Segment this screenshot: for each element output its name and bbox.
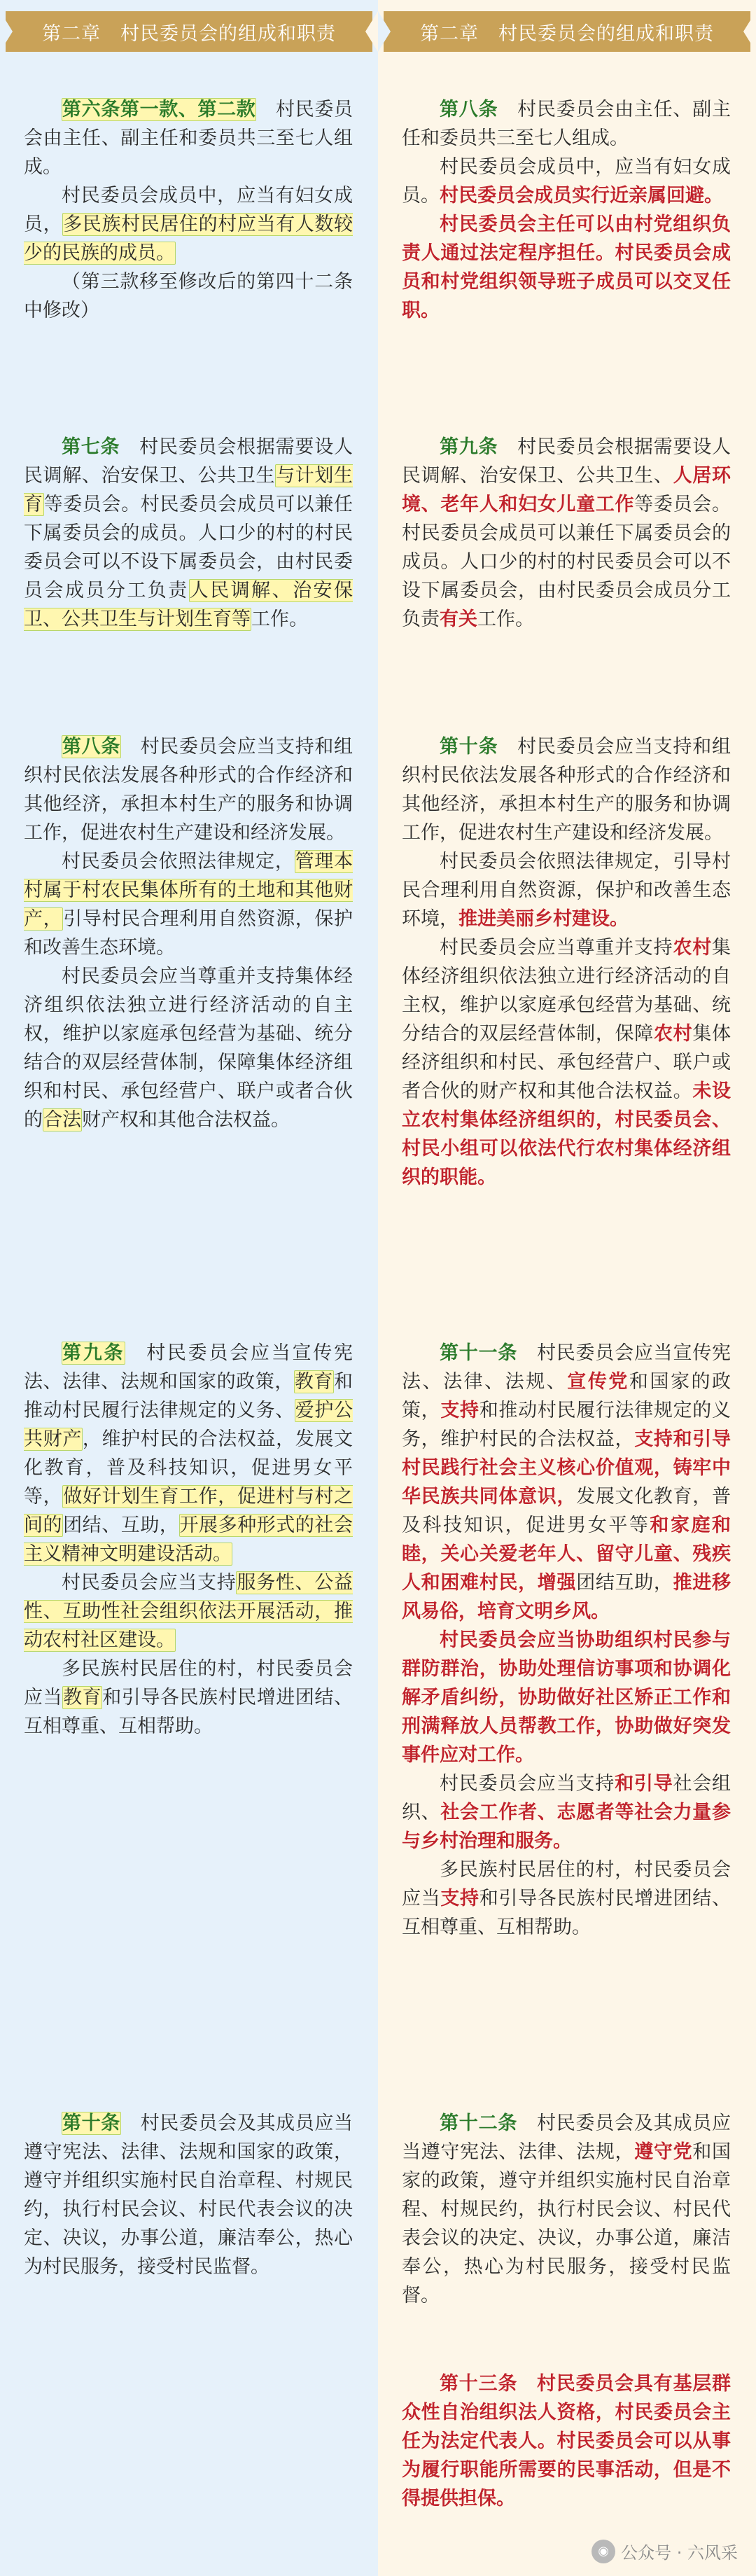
paragraph-text: 村民委员会成员中，应当有妇女成员。 [402,156,731,207]
paragraph-text: 和推动村民履行法律规定的义务，维护村民的合法权益， [402,1400,731,1450]
article-label: 第八条 [62,736,120,758]
paragraph-text: 集体经济组织和村民、承包经营户、联户或者合伙的财产权和其他合法权益。 [402,1023,731,1102]
paragraph-text: 引导村民合理利用自然资源，保护和改善生态环境。 [24,908,353,959]
paragraph-text: 村民委员会及其成员应当遵守宪法、法律、法规， [402,2112,732,2163]
paragraph-text: 村民委员会应当支持 [62,1572,237,1594]
left-article-6 [24,95,353,325]
left-article-8 [24,732,353,1134]
highlighted-text: 教育 [63,1687,102,1708]
amended-text: 支持 [440,1400,479,1421]
highlighted-text: 服务性、公益性、互助性社会组织依法开展活动，推动农村社区建设。 [24,1572,354,1651]
paragraph-text: 村民委员会依照法律规定，引导村民合理利用自然资源，保护和改善生态环境， [402,851,731,930]
right-article-13 [402,2369,731,2513]
amended-text: 村民委员会成员实行近亲属回避。 [440,185,723,207]
amended-text: 有关 [440,608,477,630]
amended-text: 和家庭和睦，关心关爱老年人、留守儿童、残疾人和困难村民，增强 [402,1515,732,1594]
paragraph-text: 集体经济组织依法独立进行经济活动的自主权，维护以家庭承包经营为基础、统分结合的双层经营体制，保障 [402,937,732,1045]
highlighted-text: 与计划生育 [24,465,353,515]
paragraph-text: 财产权和其他合法权益。 [82,1109,290,1131]
highlighted-text: 管理本村属于村农民集体所有的土地和其他财产， [24,851,354,930]
paragraph-text: 多民族村民居住的村，村民委员会应当 [402,1859,731,1909]
right-article-11 [402,1339,731,1942]
paragraph-text: 团结互助， [576,1572,673,1594]
highlighted-text: 做好计划生育工作，促进村与村之间的 [24,1486,353,1536]
right-article-10 [402,732,731,1192]
paragraph-text: 等委员会。村民委员会成员可以兼任下属委员会的成员。人口少的村的村民委员会可以不设下属委员会，由村民委员会成员分工负责 [402,494,731,630]
paragraph-text: 发展文化教育，普及科技知识，促进男女平等 [402,1486,731,1536]
article-label: 第六条第一款、第二款 [62,99,256,120]
paragraph-text: 村民委员会应当支持和组织村民依法发展各种形式的合作经济和其他经济，承担本村生产的服务和协调工作，促进农村生产建设和经济发展。 [24,736,354,844]
article-label: 第十二条 [440,2112,518,2134]
paragraph-text: 村民委员会应当支持 [440,1773,615,1795]
paragraph-text: 和推动村民履行法律规定的义务、 [24,1371,353,1421]
article-label: 第十一条 [440,1342,518,1364]
amended-text: 未设立农村集体经济组织的，村民委员会、村民小组可以依法代行农村集体经济组织的职能。 [402,1080,731,1188]
paragraph-text: 村民委员会应当宣传宪法、法律、法规、 [402,1342,732,1393]
wechat-icon: ◉ [592,2540,615,2563]
paragraph-text: 村民委员会根据需要设人民调解、治安保卫、公共卫生 [24,436,354,487]
right-chapter-banner: 第二章 村民委员会的组成和职责 [384,11,750,52]
amended-text: 宣传党 [567,1371,629,1393]
amended-text: 农村 [673,937,713,959]
paragraph-text: 村民委员会依照法律规定， [62,851,295,872]
paragraph-text: 等委员会。村民委员会成员可以兼任下属委员会的成员。人口少的村的村民委员会可以不设下属委员会，由村民委员会成员分工负责 [24,494,353,601]
paragraph-text: 社会组织、 [402,1773,732,1823]
highlighted-text: 开展多种形式的社会主义精神文明建设活动。 [24,1515,353,1565]
left-article-10 [24,2109,353,2281]
amended-text: 人居环境、老年人和妇女儿童工作 [402,465,731,515]
paragraph-text: 村民委员会应当尊重并支持集体经济组织依法独立进行经济活动的自主权，维护以家庭承包经营为基础、统分结合的双层经营体制，保障集体经济组织和村民、承包经营户、联户或者合伙的 [24,966,353,1131]
paragraph-text: 村民委员会应当宣传宪法、法律、法规和国家的政策， [24,1342,354,1393]
amended-text: 和引导 [615,1773,673,1795]
article-label: 第七条 [62,436,120,458]
amended-text: 村民委员会具有基层群众性自治组织法人资格，村民委员会主任为法定代表人。村民委员会可以从事为履行职能所需要的民事活动，但是不得提供担保。 [402,2373,732,2509]
paragraph-text: 团结、互助， [63,1515,179,1536]
paragraph-text: 村民委员会应当支持和组织村民依法发展各种形式的合作经济和其他经济，承担本村生产的服务和协调工作，促进农村生产建设和经济发展。 [402,736,732,844]
paragraph-text: 村民委员会成员中，应当有妇女成员， [24,185,353,235]
highlighted-text: 爱护公共财产 [24,1400,353,1450]
highlighted-text: 教育 [294,1371,333,1393]
amended-text: 支持和引导村民践行社会主义核心价值观，铸牢中华民族共同体意识， [402,1428,731,1508]
paragraph-text: 多民族村民居住的村，村民委员会应当 [24,1658,353,1708]
highlighted-text: 多民族村民居住的村应当有人数较少的民族的成员。 [24,214,353,264]
article-label: 第十条 [62,2112,120,2134]
paragraph-text: 和引导各民族村民增进团结、互相尊重、互相帮助。 [24,1687,353,1737]
highlighted-text: 人民调解、治安保卫、公共卫生与计划生育等 [24,580,354,630]
amended-text: 村民委员会主任可以由村党组织负责人通过法定程序担任。村民委员会成员和村党组织领导班子成员可以交叉任职。 [402,214,731,321]
paragraph-text: 村民委员会及其成员应当遵守宪法、法律、法规和国家的政策，遵守并组织实施村民自治章程、村规民约，执行村民会议、村民代表会议的决定、决议，办事公道，廉洁奉公，热心为村民服务，接受村民监督。 [24,2112,354,2278]
amended-text: 村民委员会应当协助组织村民参与群防群治，协助处理信访事项和协调化解矛盾纠纷，协助做好社区矫正工作和刑满释放人员帮教工作，协助做好突发事件应对工作。 [402,1629,731,1766]
article-label: 第十三条 [440,2373,518,2395]
article-label: 第九条 [62,1342,125,1364]
amended-text: 遵守党 [634,2141,693,2163]
amended-text: 推进移风易俗，培育文明乡风。 [402,1572,731,1622]
highlighted-text: 合法 [43,1109,81,1131]
watermark [592,2539,738,2563]
right-article-9 [402,433,731,634]
paragraph-text: 和国家的政策， [402,1371,732,1421]
paragraph-text: ，维护村民的合法权益，发展文化教育，普及科技知识，促进男女平等， [24,1428,353,1508]
paragraph-text: 村民委员会由主任、副主任和委员共三至七人组成。 [24,99,354,178]
paragraph-text: 工作。 [251,608,308,630]
paragraph-text: 村民委员会应当尊重并支持 [440,937,673,959]
amended-text: 农村 [653,1023,693,1045]
article-label: 第八条 [440,99,498,120]
left-article-9 [24,1339,353,1741]
left-article-7 [24,433,353,634]
right-article-12 [402,2109,731,2310]
amended-text: 推进美丽乡村建设。 [458,908,629,930]
article-label: 第九条 [440,436,498,458]
paragraph-text: 村民委员会根据需要设人民调解、治安保卫、公共卫生、 [402,436,732,487]
amended-text: 支持 [440,1888,479,1909]
paragraph-text: 工作。 [477,608,534,630]
paragraph-text: 和引导各民族村民增进团结、互相尊重、互相帮助。 [402,1888,731,1938]
amendment-note: （第三款移至修改后的第四十二条中修改） [24,271,353,321]
watermark-text: 公众号 · 六风采 [621,2543,738,2563]
right-article-8 [402,95,731,325]
article-label: 第十条 [440,736,498,758]
left-chapter-banner: 第二章 村民委员会的组成和职责 [6,11,372,52]
paragraph-text: 和国家的政策，遵守并组织实施村民自治章程、村规民约，执行村民会议、村民代表会议的决定、决议，办事公道，廉洁奉公，热心为村民服务，接受村民监督。 [402,2141,731,2306]
amended-text: 社会工作者、志愿者等社会力量参与乡村治理和服务。 [402,1802,731,1852]
paragraph-text: 村民委员会由主任、副主任和委员共三至七人组成。 [402,99,732,149]
